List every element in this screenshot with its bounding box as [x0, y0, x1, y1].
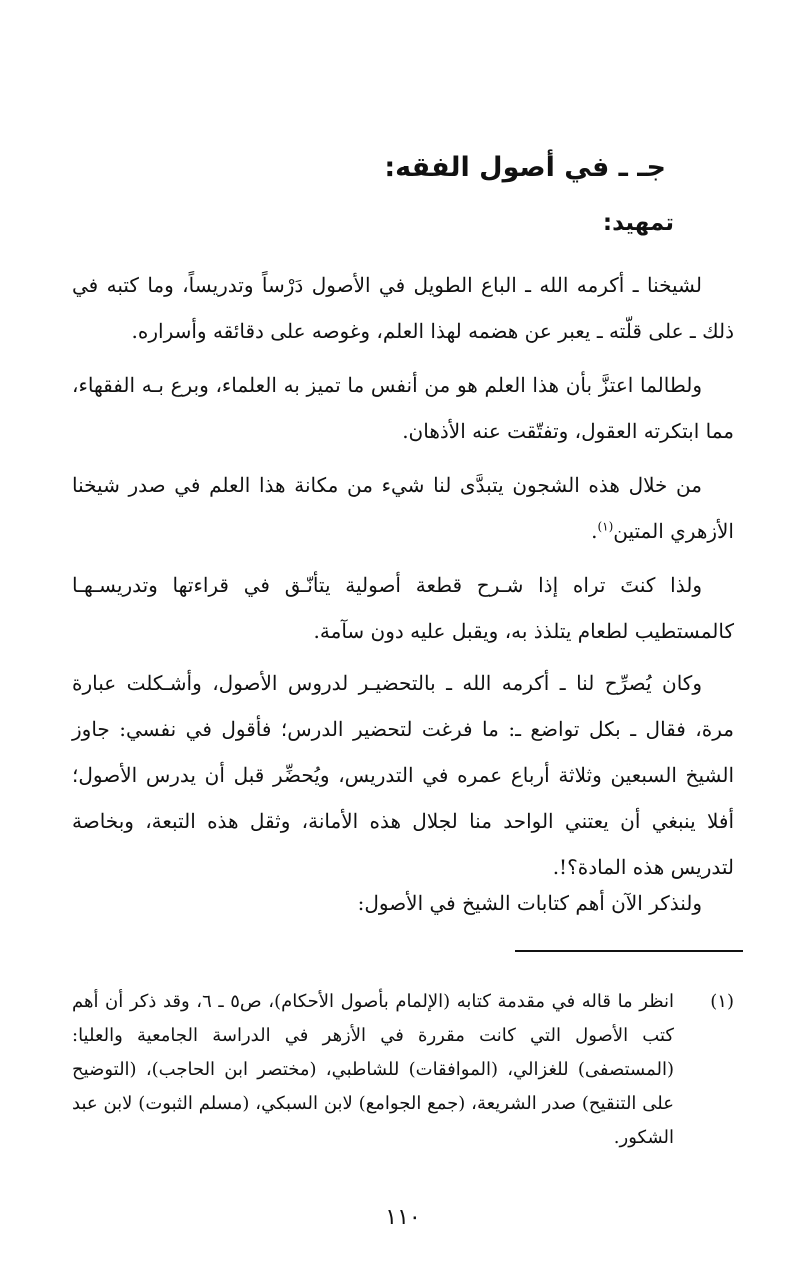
paragraph-6-text: ولنذكر الآن أهم كتابات الشيخ في الأصول: — [357, 891, 702, 915]
footnote-text: انظر ما قاله في مقدمة كتابه (الإلمام بأصول الأحكام)، ص٥ ـ ٦، وقد ذكر أن أهم كتب الأصول التي كانت مقررة في الأزهر في الدراسة الجامعية والعليا: (المستصفى) للغزالي، (الموافقات) للشاطبي، (مختصر ابن الحاجب)، (التوضيح على التنقيح) صدر الشريعة، (جمع الجوامع) لابن السبكي، (مسلم الثبوت) لابن عبد الشكور. — [72, 991, 674, 1148]
subsection-heading: تمهيد: — [602, 210, 674, 236]
footnote-separator — [515, 950, 743, 952]
paragraph-4 — [72, 562, 734, 654]
footnote-marker: (١) — [710, 991, 734, 1012]
paragraph-6 — [72, 880, 734, 926]
paragraph-3-end: . — [591, 519, 598, 543]
footnote — [72, 985, 734, 1155]
paragraph-1 — [72, 262, 734, 354]
page-number: ١١٠ — [385, 1205, 421, 1230]
paragraph-5-text: وكان يُصرِّح لنا ـ أكرمه الله ـ بالتحضيـر لدروس الأصول، وأشـكلت عبارة مرة، فقال ـ بكل تواضع ـ: ما فرغت لتحضير الدرس؛ فأقول في نفسي: جاوز الشيخ السبعين وثلاثة أرباع عمره في التدريس، ويُحضِّر قبل أن يدرس الأصول؛ أفلا ينبغي أن يعتني الواحد منا لجلال هذه الأمانة، وثقل هذه التبعة، وبخاصة لتدريس هذه المادة؟!. — [72, 671, 734, 879]
paragraph-2 — [72, 362, 734, 454]
paragraph-4-text: ولذا كنتَ تراه إذا شـرح قطعة أصولية يتأنّـق في قراءتها وتدريسـهـا كالمستطيب لطعام يتلذذ به، ويقبل عليه دون سآمة. — [72, 573, 734, 643]
paragraph-5 — [72, 660, 734, 890]
paragraph-3-text: من خلال هذه الشجون يتبدَّى لنا شيء من مكانة هذا العلم في صدر شيخنا الأزهري المتين — [72, 473, 734, 543]
paragraph-1-text: لشيخنا ـ أكرمه الله ـ الباع الطويل في الأصول دَرْساً وتدريساً، وما كتبه في ذلك ـ على قلّته ـ يعبر عن هضمه لهذا العلم، وغوصه على دقائقه وأسراره. — [72, 273, 734, 343]
footnote-reference: (١) — [597, 519, 614, 534]
paragraph-3 — [72, 462, 734, 554]
paragraph-2-text: ولطالما اعتزَّ بأن هذا العلم هو من أنفس ما تميز به العلماء، وبرع بـه الفقهاء، مما ابتكرته العقول، وتفتّقت عنه الأذهان. — [72, 373, 734, 443]
section-heading: جـ ـ في أصول الفقه: — [384, 152, 666, 183]
